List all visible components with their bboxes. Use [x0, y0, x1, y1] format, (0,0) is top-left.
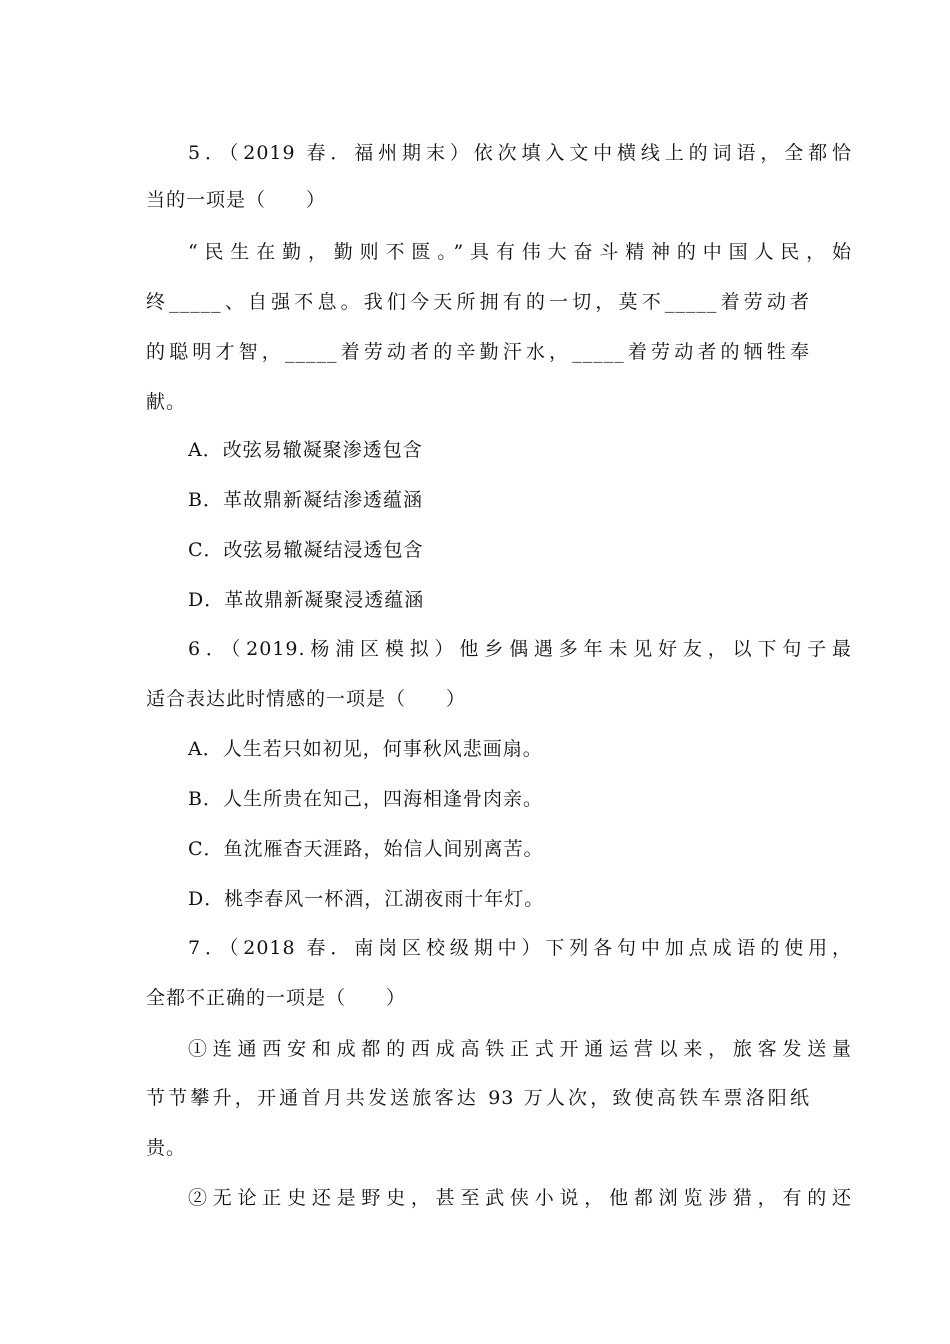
q7-passage-line-2: 节节攀升，开通首月共发送旅客达 93 万人次，致使高铁车票洛阳纸 [146, 1087, 810, 1109]
q6-stem-text-1: （2019.杨浦区模拟）他乡偶遇多年未见好友，以下句子最 [230, 638, 852, 660]
q6-stem-line-1 [188, 637, 852, 661]
q5-option-b: B．革故鼎新凝结渗透蕴涵 [188, 489, 423, 511]
q5-passage-line-1: “民生在勤，勤则不匮。”具有伟大奋斗精神的中国人民，始 [188, 241, 852, 263]
q7-passage-line-1: ①连通西安和成都的西成高铁正式开通运营以来，旅客发送量 [188, 1038, 852, 1060]
q5-passage-line-3: 的聪明才智，_____着劳动者的辛勤汗水，_____着劳动者的牺牲奉 [146, 341, 810, 363]
q5-passage-line-2: 终_____、自强不息。我们今天所拥有的一切，莫不_____着劳动者 [146, 291, 810, 313]
q5-passage-line-4: 献。 [146, 391, 187, 413]
q5-option-a: A．改弦易辙凝聚渗透包含 [188, 439, 423, 461]
q5-stem-line-2: 当的一项是（ ） [146, 189, 327, 211]
q7-stem-text-1: （2018 春．南岗区校级期中）下列各句中加点成语的使用， [228, 937, 852, 959]
q5-option-c: C．改弦易辙凝结浸透包含 [188, 539, 424, 561]
q5-number: 5． [188, 142, 229, 164]
q6-option-d: D．桃李春风一杯酒，江湖夜雨十年灯。 [188, 888, 545, 910]
q5-stem-text-1: （2019 春．福州期末）依次填入文中横线上的词语，全都恰 [228, 142, 852, 164]
q6-option-a: A．人生若只如初见，何事秋风悲画扇。 [188, 738, 543, 760]
q5-stem-line-1 [188, 141, 852, 165]
q6-option-c: C．鱼沈雁杳天涯路，始信人间别离苦。 [188, 838, 544, 860]
q6-option-b: B．人生所贵在知己，四海相逢骨肉亲。 [188, 788, 543, 810]
q7-stem-line-1 [188, 936, 852, 960]
q6-stem-line-2: 适合表达此时情感的一项是（ ） [146, 688, 467, 710]
q6-number: 6． [188, 638, 231, 660]
q7-passage-line-4: ②无论正史还是野史，甚至武侠小说，他都浏览涉猎，有的还 [188, 1187, 852, 1209]
q7-stem-line-2: 全都不正确的一项是（ ） [146, 987, 407, 1009]
q7-number: 7． [188, 937, 229, 959]
q5-option-d: D．革故鼎新凝聚浸透蕴涵 [188, 589, 425, 611]
q7-passage-line-3: 贵。 [146, 1137, 187, 1159]
